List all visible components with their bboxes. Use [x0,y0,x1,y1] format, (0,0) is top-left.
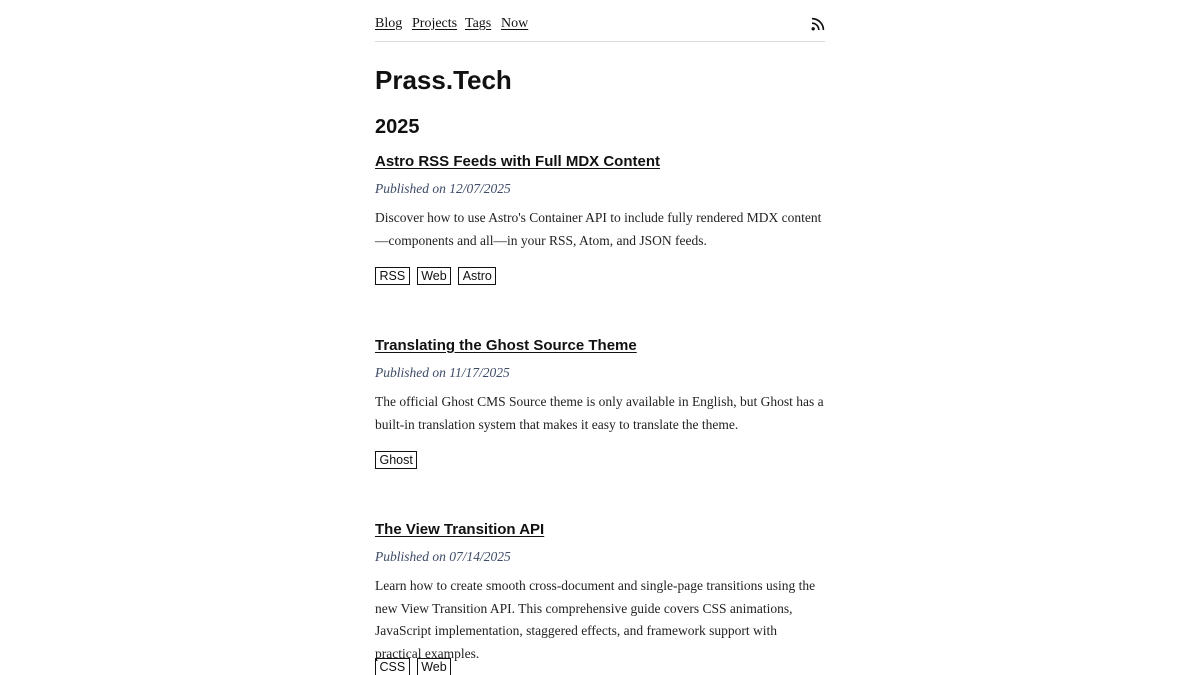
nav-link-blog[interactable]: Blog [375,16,403,31]
post-item [375,336,825,467]
post-date: Published on 11/17/2025 [375,365,510,380]
tag-web[interactable]: Web [417,267,451,285]
post-excerpt: Learn how to create smooth cross-document and single-page transitions using the new View Transition API. This comprehensive guide covers CSS animations, JavaScript implementation, staggered effects, and framework support with practical examples. [375,578,816,661]
post-tags [375,658,451,675]
rss-icon [811,17,825,31]
top-navigation [375,0,825,42]
tag-ghost[interactable]: Ghost [375,451,417,469]
tag-astro[interactable]: Astro [458,267,496,285]
tag-web[interactable]: Web [417,658,451,675]
post-title-link[interactable]: Translating the Ghost Source Theme [375,337,637,354]
nav-link-tags[interactable]: Tags [465,16,492,31]
post-excerpt: The official Ghost CMS Source theme is only available in English, but Ghost has a built-in translation system that makes it easy to translate the theme. [375,394,824,432]
year-heading: 2025 [375,116,420,138]
page-container [375,0,825,674]
post-date: Published on 12/07/2025 [375,181,511,196]
post-title-link[interactable]: The View Transition API [375,521,545,538]
post-item [375,152,825,283]
post-tags [375,267,496,285]
post-date: Published on 07/14/2025 [375,549,511,564]
post-excerpt: Discover how to use Astro's Container API to include fully rendered MDX content—components and all—in your RSS, Atom, and JSON feeds. [375,210,822,248]
post-tags [375,451,417,469]
nav-link-now[interactable]: Now [501,16,529,31]
site-title: Prass.Tech [375,65,512,95]
tag-rss[interactable]: RSS [375,267,410,285]
post-item [375,520,825,674]
nav-link-projects[interactable]: Projects [412,16,458,31]
rss-feed-link[interactable] [811,17,825,31]
tag-css[interactable]: CSS [375,658,410,675]
post-title-link[interactable]: Astro RSS Feeds with Full MDX Content [375,153,661,170]
